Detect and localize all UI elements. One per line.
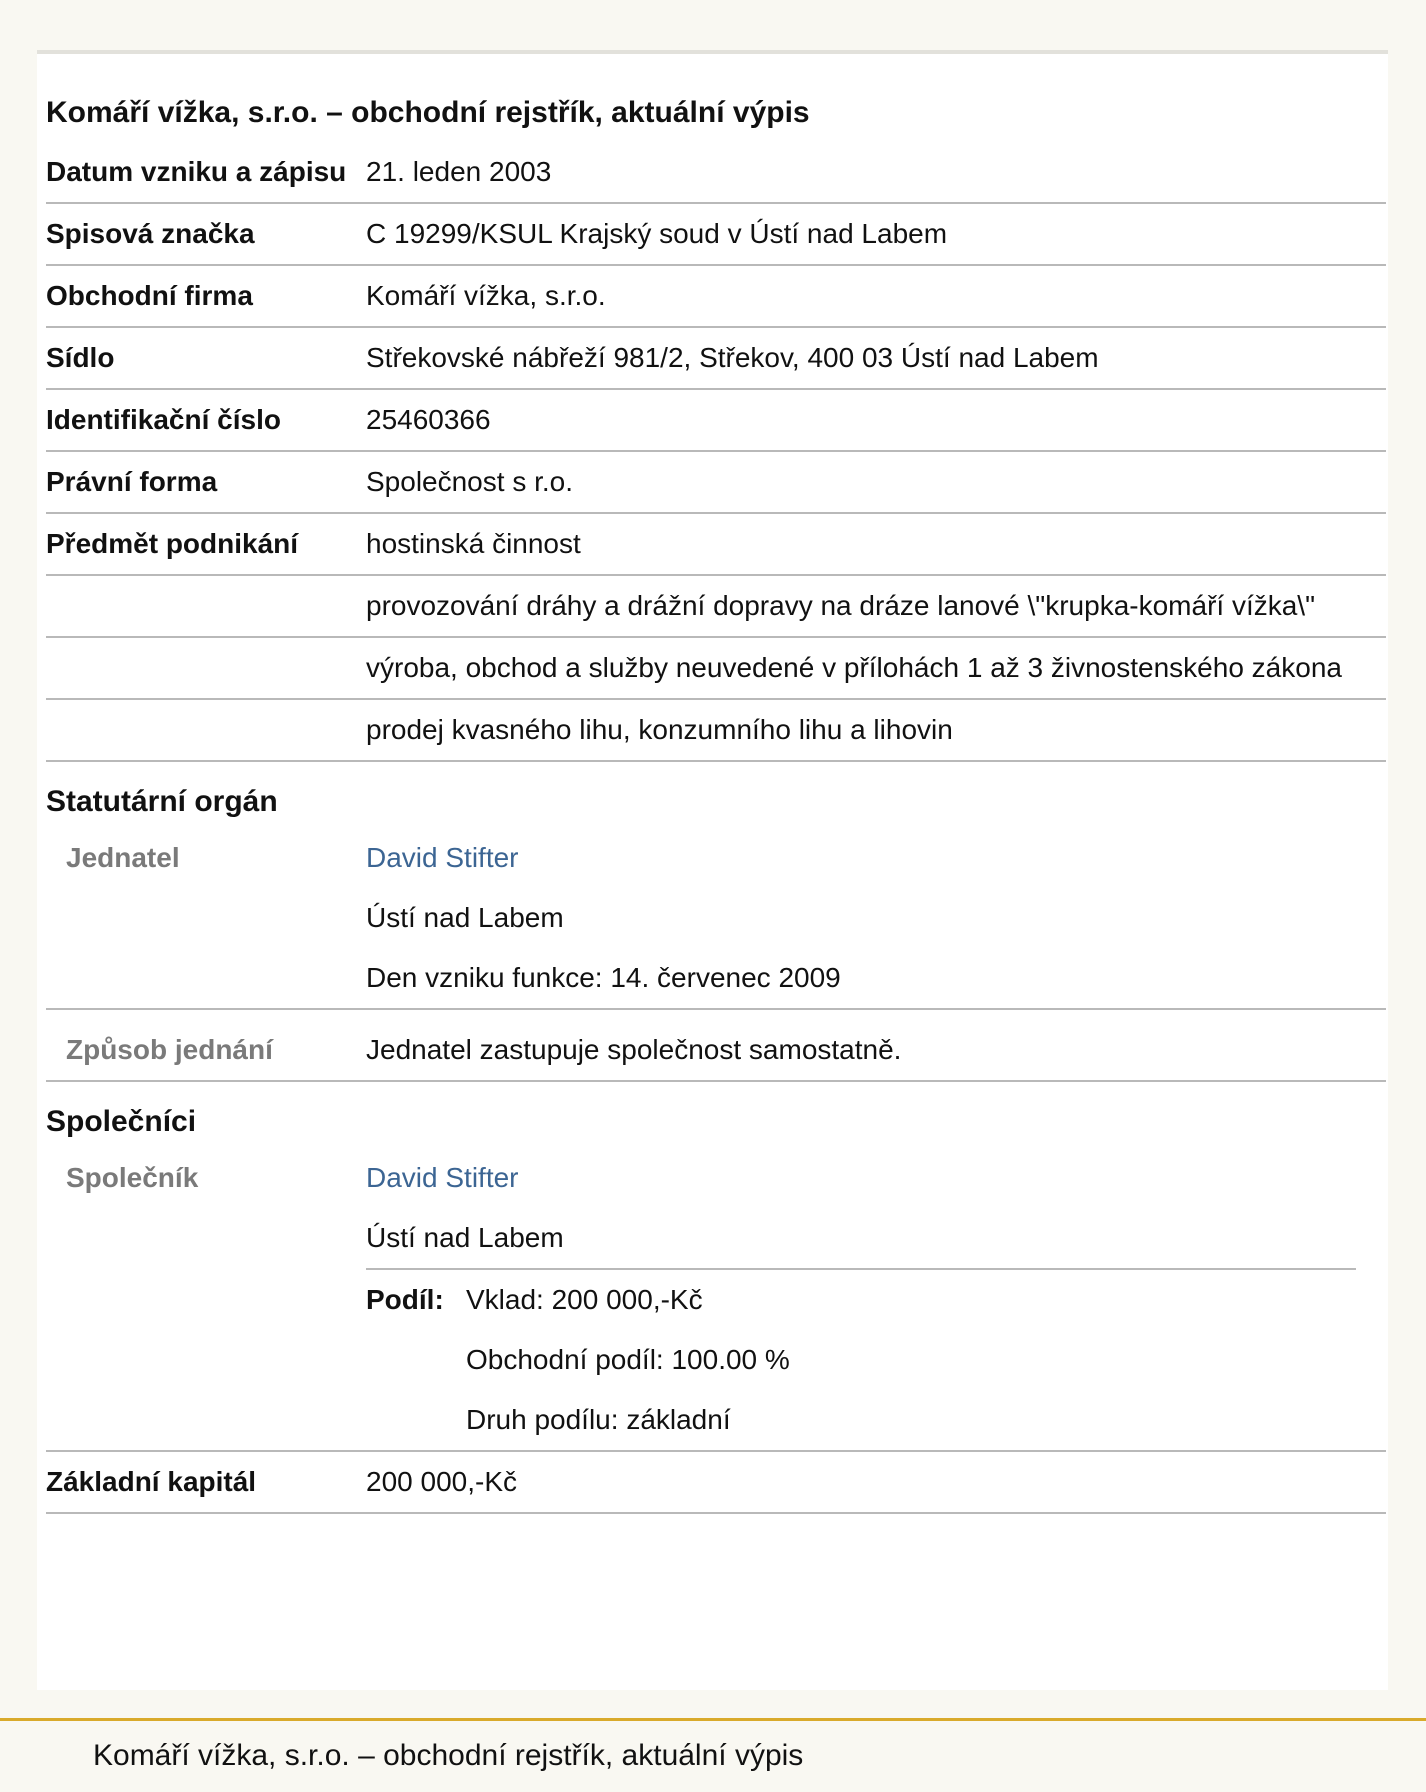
predmet-item: prodej kvasného lihu, konzumního lihu a lihovin [366,714,953,745]
jednatel-label: Jednatel [66,842,180,873]
register-extract-card [37,50,1388,1690]
row-predmet-2 [46,576,1386,638]
datum-value: 21. leden 2003 [366,156,552,187]
jednatel-since: Den vzniku funkce: 14. červenec 2009 [366,962,841,993]
jednatel-name-link[interactable]: David Stifter [366,842,519,873]
row-forma [46,452,1386,514]
spisova-value: C 19299/KSUL Krajský soud v Ústí nad Labem [366,218,948,249]
share-block [366,1268,1356,1450]
kapital-label: Základní kapitál [46,1466,257,1497]
spolecnik-label: Společník [66,1162,199,1193]
obchodni-podil-value: Obchodní podíl: 100.00 % [466,1344,790,1375]
sidlo-label: Sídlo [46,342,115,373]
footer-divider [0,1718,1426,1721]
predmet-item: výroba, obchod a služby neuvedené v přílohách 1 až 3 živnostenského zákona [366,652,1342,683]
ico-label: Identifikační číslo [46,404,281,435]
row-jednatel [46,828,1386,1010]
spisova-label: Spisová značka [46,218,255,249]
firma-label: Obchodní firma [46,280,253,311]
spolecnik-city: Ústí nad Labem [366,1222,564,1253]
row-predmet-4 [46,700,1386,762]
row-predmet-1 [46,514,1386,576]
forma-value: Společnost s r.o. [366,466,574,497]
jednatel-city: Ústí nad Labem [366,902,564,933]
extract-content [46,88,1386,1514]
spolecnik-details [366,1148,1386,1450]
druh-podilu-value: Druh podílu: základní [466,1404,731,1435]
firma-value: Komáří vížka, s.r.o. [366,280,606,311]
vklad-value: Vklad: 200 000,-Kč [466,1284,703,1315]
jednatel-details [366,828,1386,1008]
predmet-label: Předmět podnikání [46,528,299,559]
predmet-item: hostinská činnost [366,528,581,559]
spolecnik-name-link[interactable]: David Stifter [366,1162,519,1193]
footer-caption: Komáří vížka, s.r.o. – obchodní rejstřík, aktuální výpis [93,1739,804,1772]
forma-label: Právní forma [46,466,218,497]
sidlo-value: Střekovské nábřeží 981/2, Střekov, 400 03 Ústí nad Labem [366,342,1099,373]
row-ico [46,390,1386,452]
row-predmet-3 [46,638,1386,700]
share-values [466,1270,790,1450]
empty-label [46,700,366,760]
row-firma [46,266,1386,328]
predmet-item: provozování dráhy a drážní dopravy na dráze lanové \"krupka-komáří vížka\" [366,590,1316,621]
spolecnici-heading: Společníci [46,1105,197,1138]
zpusob-value: Jednatel zastupuje společnost samostatně. [366,1034,902,1065]
row-sidlo [46,328,1386,390]
empty-label [46,576,366,636]
datum-label: Datum vzniku a zápisu [46,156,347,187]
row-zpusob [46,1020,1386,1082]
row-kapital [46,1452,1386,1514]
spacer [46,1010,1386,1020]
ico-value: 25460366 [366,404,491,435]
row-spolecnik [46,1148,1386,1452]
kapital-value: 200 000,-Kč [366,1466,517,1497]
zpusob-label: Způsob jednání [66,1034,273,1065]
page-title: Komáří vížka, s.r.o. – obchodní rejstřík, aktuální výpis [46,96,810,129]
podil-label: Podíl: [366,1284,444,1315]
row-spisova [46,204,1386,266]
row-datum [46,142,1386,204]
statutarni-heading: Statutární orgán [46,785,278,818]
empty-label [46,638,366,698]
